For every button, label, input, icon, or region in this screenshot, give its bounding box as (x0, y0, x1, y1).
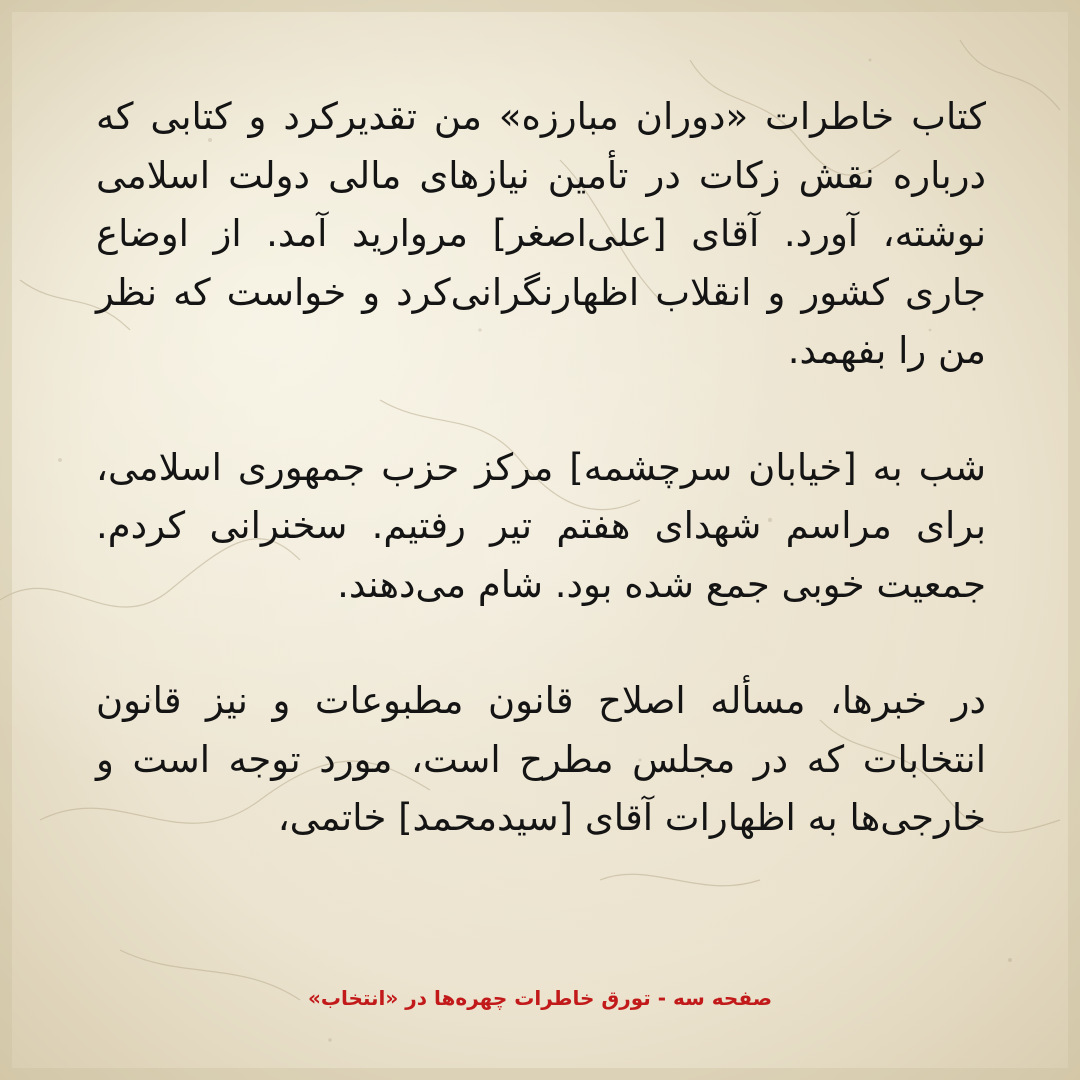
paragraph-2: شب به [خیابان سرچشمه] مرکز حزب جمهوری اسلامی، برای مراسم شهدای هفتم تیر رفتیم. سخنرانی کردم. جمعیت خوبی جمع شده بود. شام می‌دهند. (96, 445, 986, 606)
paragraph-3: در خبرها، مسأله اصلاح قانون مطبوعات و نیز قانون انتخابات که در مجلس مطرح است، مورد توجه است و خارجی‌ها به اظهارات آقای [سیدمحمد] خاتمی، (96, 679, 986, 839)
page-caption: صفحه سه - تورق خاطرات چهره‌ها در «انتخاب» (307, 986, 773, 1010)
memoir-text (96, 88, 986, 848)
paragraph-1: کتاب خاطرات «دوران مبارزه» من تقدیرکرد و کتابی که درباره نقش زکات در تأمین نیازهای مالی دولت اسلامی نوشته، آورد. آقای [علی‌اصغر] مروارید آمد. از اوضاع جاری کشور و انقلاب اظهارنگرانی‌کرد و خواست که نظر من را بفهمد. (96, 95, 986, 372)
